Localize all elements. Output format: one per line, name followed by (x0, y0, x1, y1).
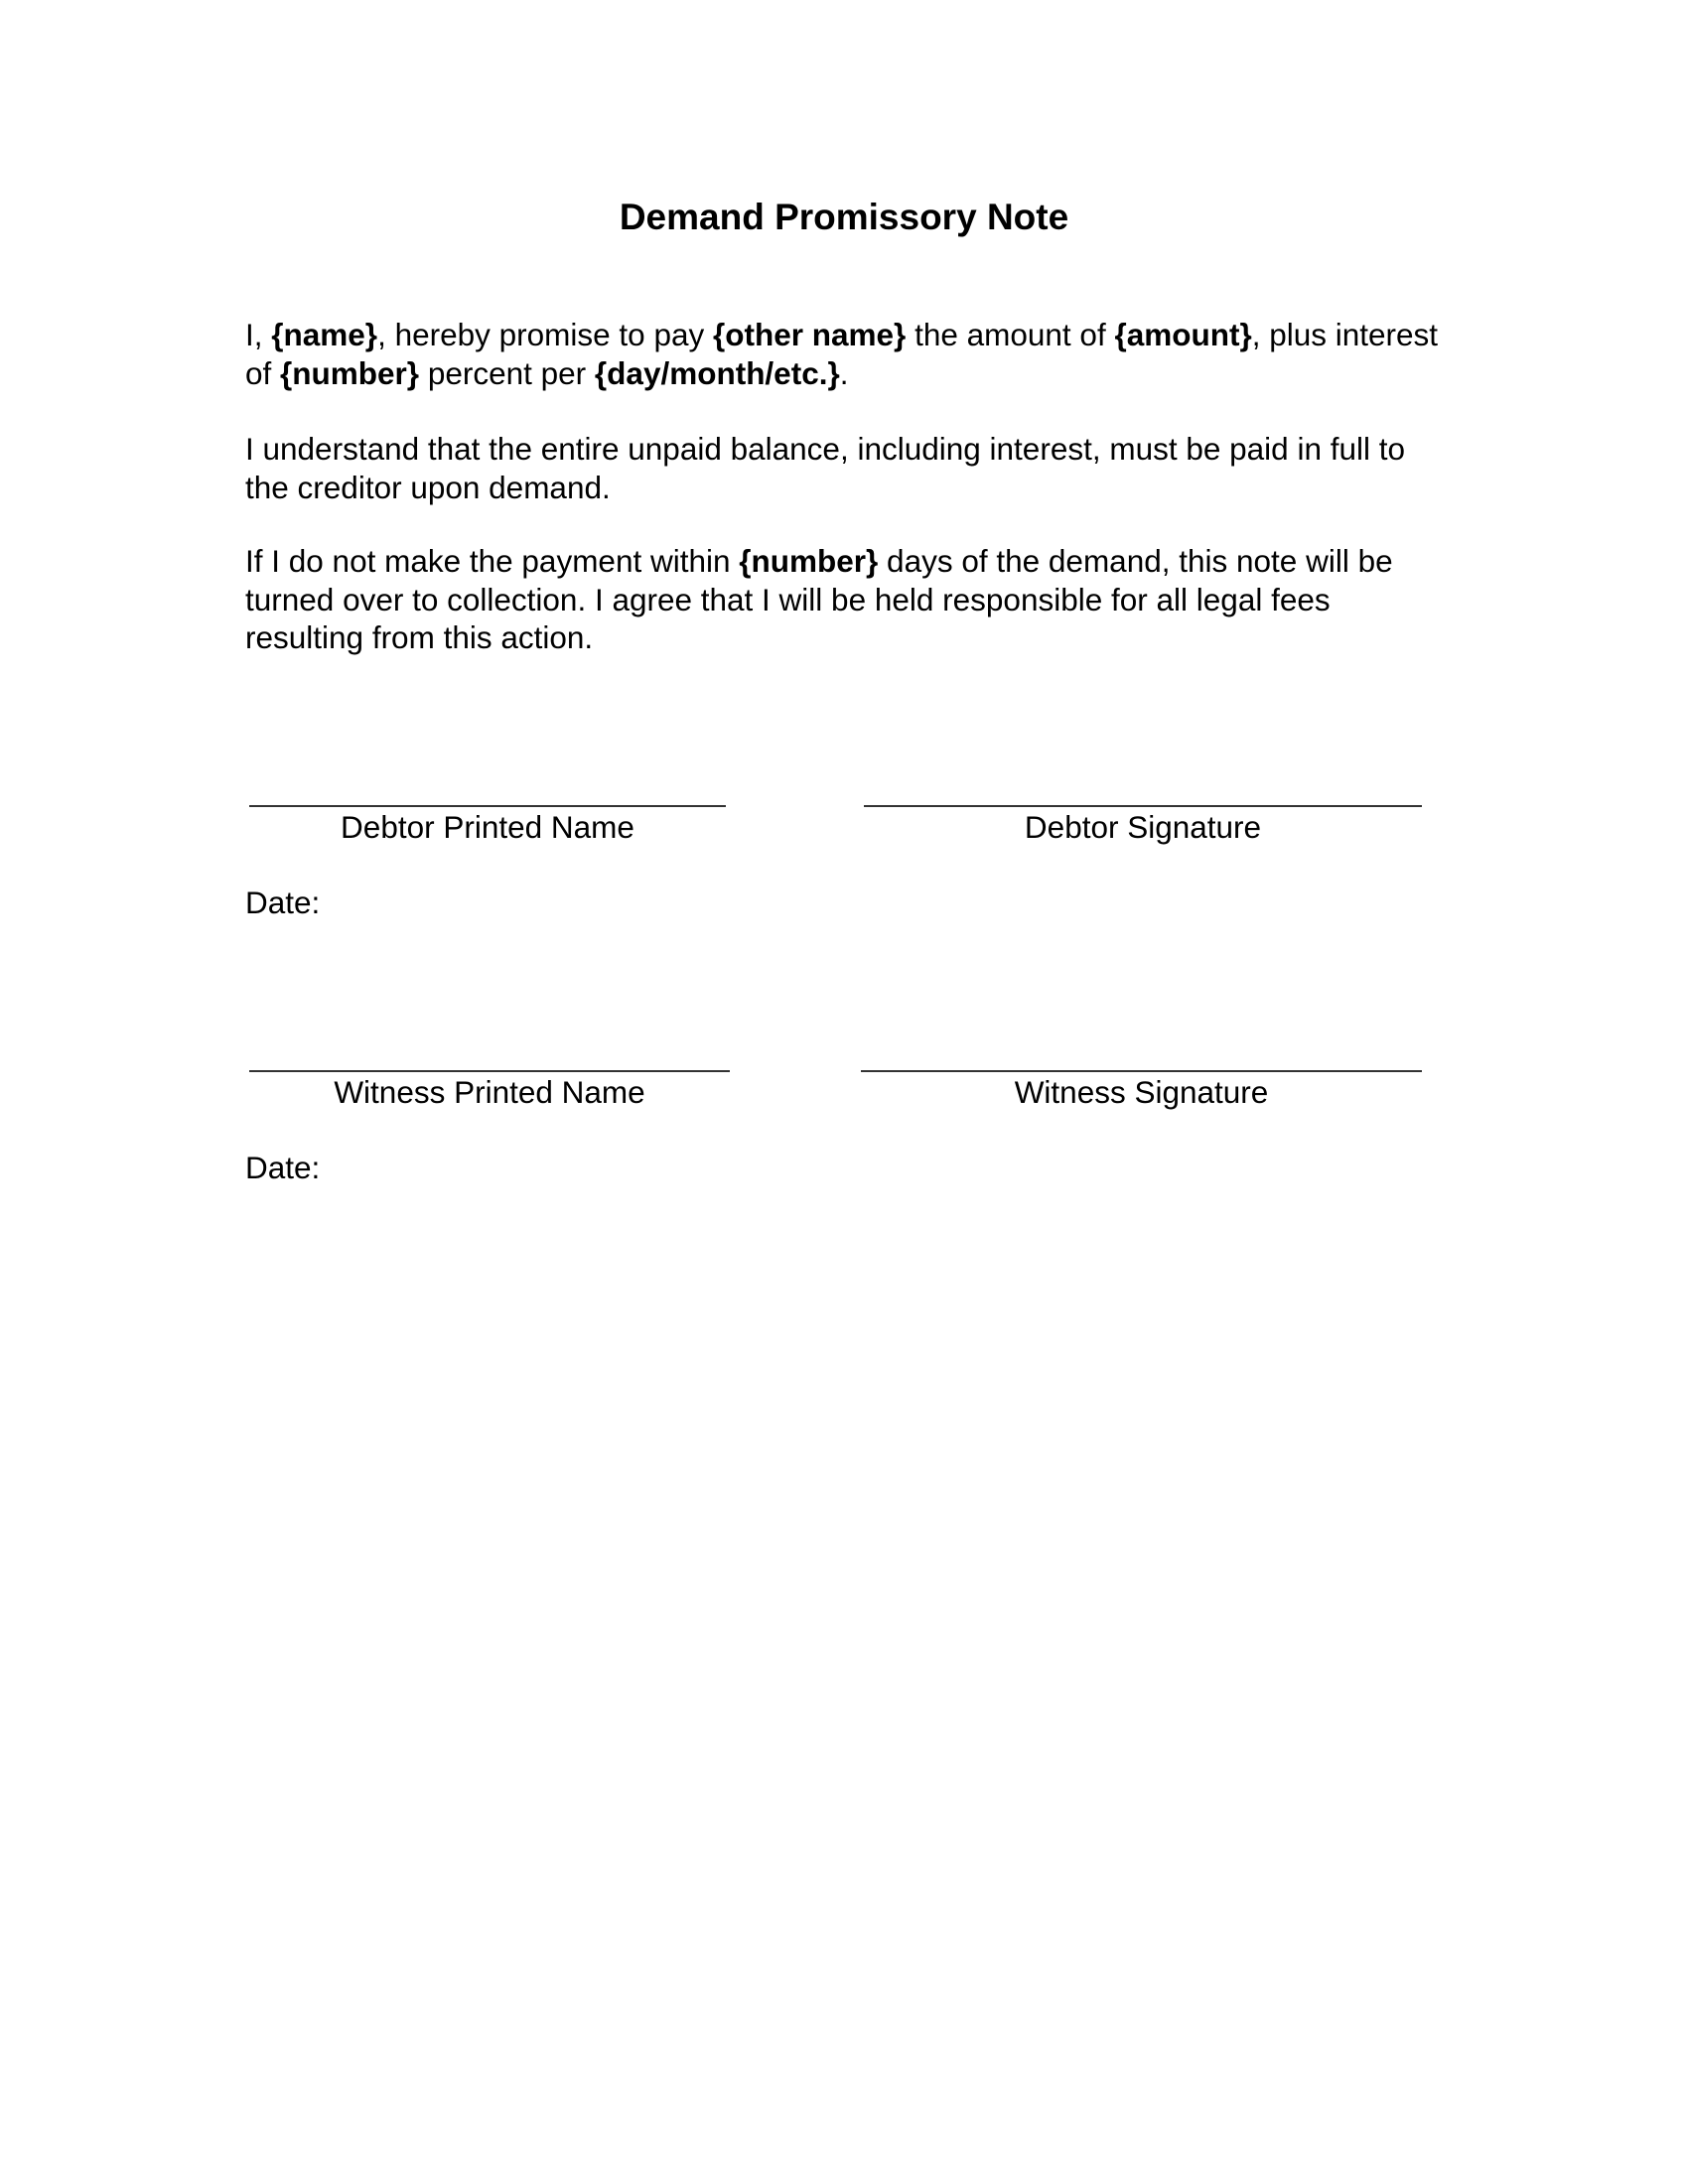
witness-date-label: Date: (245, 1150, 321, 1185)
witness-printed-name-line[interactable] (249, 1070, 730, 1072)
witness-signature-label: Witness Signature (1014, 1074, 1269, 1110)
text-segment: days of the demand, this note will be turned over to collection. I agree that I will be held responsible for all legal fees resulting from this action. (245, 543, 1393, 655)
text-segment: I, (245, 317, 272, 352)
debtor-signature-label: Debtor Signature (1024, 809, 1262, 845)
placeholder-other-name: {other name} (713, 317, 907, 352)
placeholder-period: {day/month/etc.} (594, 354, 840, 391)
witness-signature-line[interactable] (861, 1070, 1422, 1072)
text-segment: If I do not make the payment within (245, 543, 740, 579)
paragraph-unpaid-balance (245, 430, 1457, 506)
debtor-date-label: Date: (245, 885, 321, 920)
text-segment: percent per (419, 354, 595, 391)
placeholder-days-number: {number} (739, 543, 879, 579)
debtor-printed-name-label: Debtor Printed Name (341, 809, 634, 845)
placeholder-name: {name} (271, 317, 378, 352)
debtor-signature-line[interactable] (864, 805, 1422, 807)
text-segment: , plus interest of (245, 317, 1439, 391)
text-segment: the amount of (906, 317, 1115, 352)
text-segment: , hereby promise to pay (377, 317, 713, 352)
text-segment: . (839, 354, 849, 391)
witness-printed-name-label: Witness Printed Name (334, 1074, 645, 1110)
paragraph-collection-terms (245, 542, 1457, 657)
debtor-printed-name-line[interactable] (249, 805, 726, 807)
document-title: Demand Promissory Note (619, 197, 1069, 237)
paragraph-payment-promise (245, 316, 1457, 392)
placeholder-amount: {amount} (1114, 317, 1252, 352)
placeholder-interest-number: {number} (280, 354, 420, 391)
text-segment: I understand that the entire unpaid balance, including interest, must be paid in full to the creditor upon demand. (245, 431, 1406, 505)
